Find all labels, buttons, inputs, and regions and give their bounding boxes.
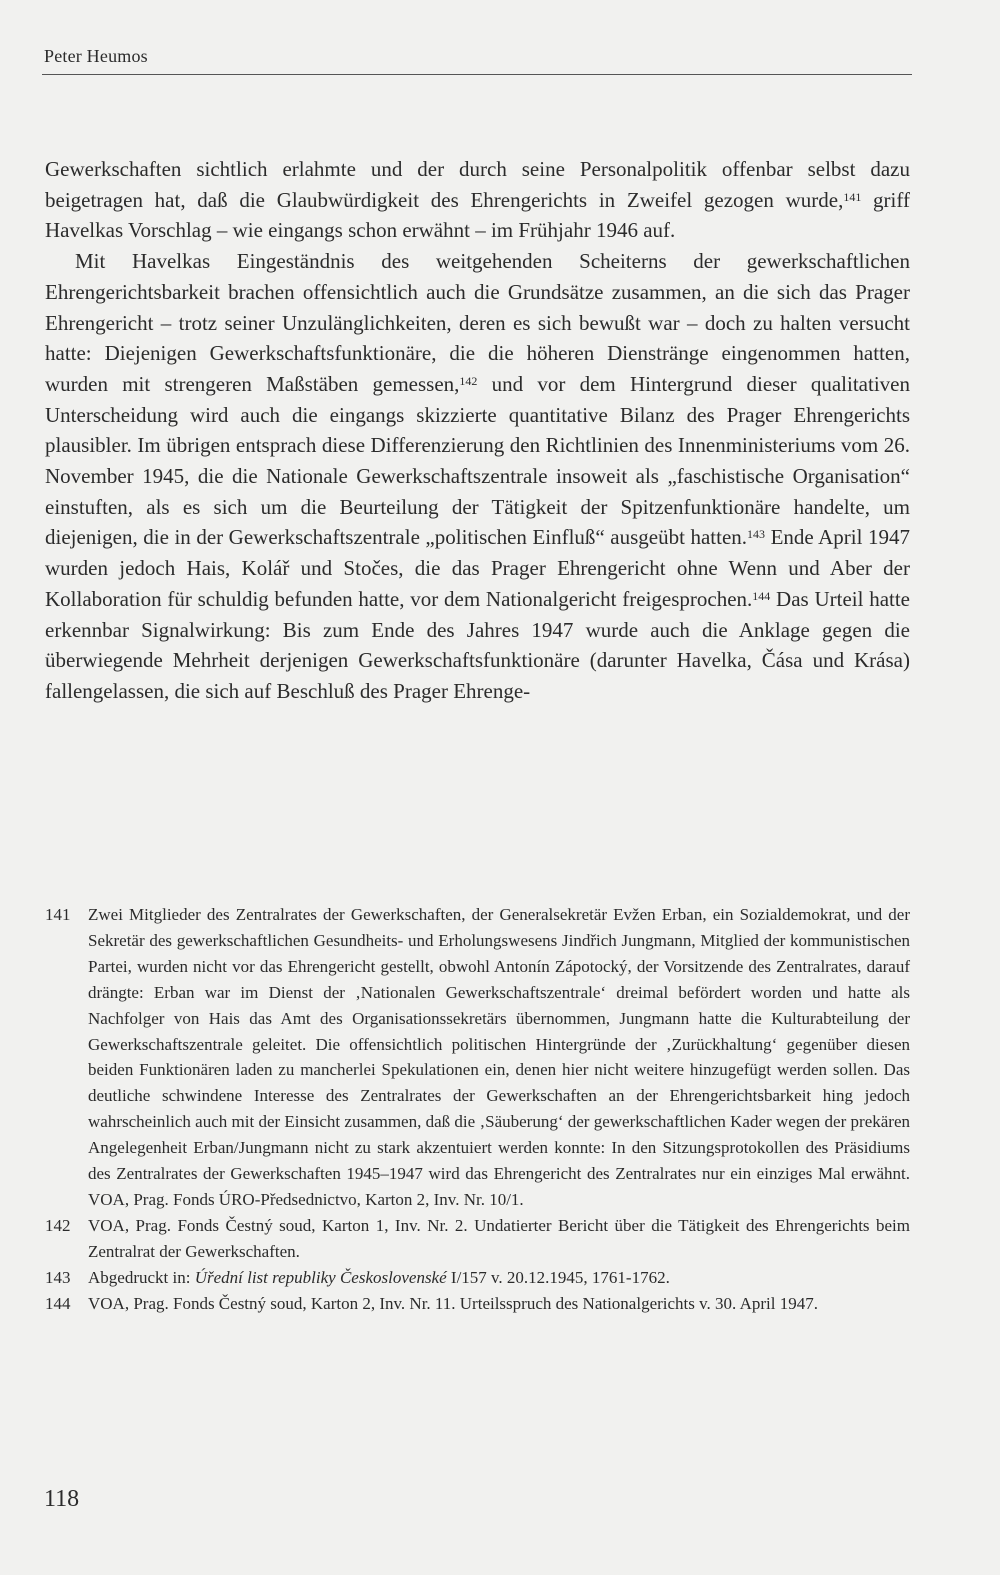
footnotes [45, 902, 910, 1317]
running-head: Peter Heumos [44, 46, 148, 66]
header-rule [42, 74, 912, 75]
footnote-text: Zwei Mitglieder des Zentralrates der Gewerkschaften, der Generalsekretär Evžen Erban, ein Sozialdemokrat, und der Sekretär des gewerkschaftlichen Gesundheits- und Erholungswesens Jindřich Jungmann, Mitglied der kommunistischen Partei, wurden nicht vor das Ehrengericht gestellt, obwohl Antonín Zápotocký, der Vorsitzende des Zentralrates, darauf drängte: Erban war im Dienst der ‚Nationalen Gewerkschaftszentrale‘ dreimal befördert worden und hatte als Nachfolger von Hais das Amt des Organisationssekretärs übernommen, Jungmann hatte die Kulturabteilung der Gewerkschaftszentrale geleitet. Die offensichtlich politischen Hintergründe der ‚Zurückhaltung‘ gegenüber diesen beiden Funktionären laden zu mancherlei Spekulationen ein, denen hier nicht weitere hinzugefügt werden sollen. Das deutliche schwindene Interesse des Zentralrates der Gewerkschaften an der Ehrengerichtsbarkeit hing jedoch wahrscheinlich auch mit der Einsicht zusammen, daß die ‚Säuberung‘ der gewerkschaftlichen Kader wegen der prekären Angelegenheit Erban/Jungmann nicht zu stark akzentuiert werden konnte: In den Sitzungsprotokollen des Präsidiums des Zentralrates der Gewerkschaften 1945–1947 wird das Ehrengericht des Zentralrates nur ein einziges Mal erwähnt. VOA, Prag. Fonds ÚRO-Předsednictvo, Karton 2, Inv. Nr. 10/1. [88, 905, 910, 1209]
footnote-text-b: I/157 v. 20.12.1945, 1761-1762. [446, 1267, 670, 1287]
paragraph-2 [45, 246, 910, 707]
paragraph-1-text-b: griff Havelkas Vorschlag – wie eingangs schon erwähnt – im Frühjahr 1946 auf. [45, 187, 910, 243]
footnote-text: VOA, Prag. Fonds Čestný soud, Karton 2, Inv. Nr. 11. Urteilsspruch des Nationalgerichts v. 30. April 1947. [88, 1293, 818, 1313]
footnote-text: VOA, Prag. Fonds Čestný soud, Karton 1, Inv. Nr. 2. Undatierter Bericht über die Tätigkeit des Ehrengerichts beim Zentralrat der Gewerkschaften. [88, 1215, 910, 1261]
footnote-text [88, 1268, 670, 1287]
journal-title: Úřední list republiky Československé [194, 1267, 447, 1287]
paragraph-2-text-a: Mit Havelkas Eingeständnis des weitgehenden Scheiterns der gewerkschaftlichen Ehrengerichtsbarkeit brachen offensichtlich auch die Grundsätze zusammen, an die sich das Prager Ehrengericht – trotz seiner Unzulänglichkeiten, deren es sich bewußt war – doch zu halten versucht hatte: Diejenigen Gewerkschaftsfunktionäre, die die höheren Dienstränge eingenommen hatten, wurden mit strengeren Maßstäben gemessen, [45, 249, 910, 396]
paragraph-2-text-d: Das Urteil hatte erkennbar Signalwirkung: Bis zum Ende des Jahres 1947 wurde auch die Anklage gegen die überwiegende Mehrheit derjenigen Gewerkschaftsfunktionäre (darunter Havelka, Čása und Krása) fallengelassen, die sich auf Beschluß des Prager Ehrenge- [45, 586, 911, 703]
paragraph-2-text-b: und vor dem Hintergrund dieser qualitativen Unterscheidung wird auch die eingangs skizzierte quantitative Bilanz des Prager Ehrengerichts plausibler. Im übrigen entsprach diese Differenzierung den Richtlinien des Innenministeriums vom 26. November 1945, die die Nationale Gewerkschaftszentrale insoweit als „faschistische Organisation“ einstuften, als es sich um die Beurteilung der Tätigkeit der Spitzenfunktionäre handelte, um diejenigen, die in der Gewerkschaftszentrale „politischen Einfluß“ ausgeübt hatten. [45, 371, 910, 550]
footnote-number: 141 [45, 905, 71, 924]
footnote-ref-142: 142 [459, 373, 478, 388]
paragraph-1 [45, 154, 910, 246]
footnote-143 [45, 1265, 910, 1291]
footnote-142 [45, 1213, 910, 1265]
page-number: 118 [44, 1486, 80, 1512]
main-text [45, 154, 910, 707]
footnote-ref-144: 144 [752, 588, 771, 603]
footnote-141 [45, 902, 910, 1213]
footnote-number: 143 [45, 1267, 71, 1287]
paragraph-1-text-a: Gewerkschaften sichtlich erlahmte und der durch seine Personalpolitik offenbar selbst dazu beigetragen hat, daß die Glaubwürdigkeit des Ehrengerichts in Zweifel gezogen wurde, [45, 157, 910, 212]
paragraph-2-text-c: Ende April 1947 wurden jedoch Hais, Kolář und Stočes, die das Prager Ehrengericht ohne Wenn und Aber der Kollaboration für schuldig befunden hatte, vor dem Nationalgericht freigesprochen. [45, 525, 910, 611]
footnote-144 [45, 1291, 910, 1317]
footnote-ref-143: 143 [747, 527, 766, 542]
footnote-text-a: Abgedruckt in: [88, 1267, 195, 1287]
footnote-ref-141: 141 [843, 189, 862, 204]
footnote-number: 142 [45, 1215, 71, 1235]
footnote-number: 144 [45, 1293, 71, 1313]
